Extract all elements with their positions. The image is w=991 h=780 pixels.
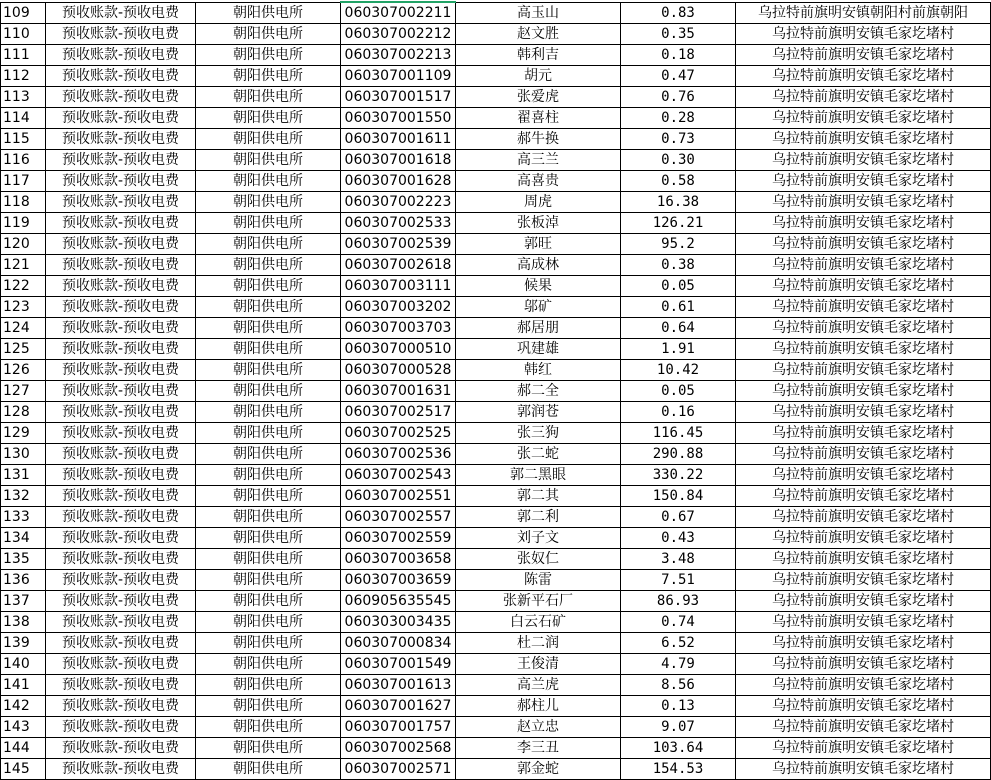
customer-name-cell[interactable]: 郝二全 <box>456 381 621 402</box>
office-cell[interactable]: 朝阳供电所 <box>196 192 341 213</box>
amount-cell[interactable]: 0.74 <box>621 612 736 633</box>
customer-name-cell[interactable]: 巩建雄 <box>456 339 621 360</box>
amount-cell[interactable]: 0.83 <box>621 2 736 24</box>
office-cell[interactable]: 朝阳供电所 <box>196 675 341 696</box>
customer-name-cell[interactable]: 高成林 <box>456 255 621 276</box>
row-index-cell[interactable]: 135 <box>1 549 46 570</box>
address-cell[interactable]: 乌拉特前旗明安镇毛家圪堵村 <box>736 738 991 759</box>
account-number-cell[interactable]: 060307002517 <box>341 402 456 423</box>
customer-name-cell[interactable]: 郝牛换 <box>456 129 621 150</box>
table-row <box>1 402 991 423</box>
row-index-cell[interactable]: 140 <box>1 654 46 675</box>
office-cell[interactable]: 朝阳供电所 <box>196 108 341 129</box>
address-cell[interactable]: 乌拉特前旗明安镇毛家圪堵村 <box>736 192 991 213</box>
account-number-cell[interactable]: 060307001109 <box>341 66 456 87</box>
amount-cell[interactable]: 0.47 <box>621 66 736 87</box>
amount-cell[interactable]: 1.91 <box>621 339 736 360</box>
row-index-cell[interactable]: 125 <box>1 339 46 360</box>
amount-cell[interactable]: 0.18 <box>621 45 736 66</box>
office-cell[interactable]: 朝阳供电所 <box>196 276 341 297</box>
account-number-cell[interactable]: 060307002525 <box>341 423 456 444</box>
account-cell[interactable]: 预收账款-预收电费 <box>46 465 196 486</box>
address-cell[interactable]: 乌拉特前旗明安镇毛家圪堵村 <box>736 24 991 45</box>
office-cell[interactable]: 朝阳供电所 <box>196 465 341 486</box>
account-cell[interactable]: 预收账款-预收电费 <box>46 108 196 129</box>
customer-name-cell[interactable]: 刘子文 <box>456 528 621 549</box>
row-index-cell[interactable]: 137 <box>1 591 46 612</box>
office-cell[interactable]: 朝阳供电所 <box>196 717 341 738</box>
customer-name-cell[interactable]: 郝居朋 <box>456 318 621 339</box>
row-index-cell[interactable]: 130 <box>1 444 46 465</box>
office-cell[interactable]: 朝阳供电所 <box>196 255 341 276</box>
account-number-cell[interactable]: 060307002223 <box>341 192 456 213</box>
account-number-cell[interactable]: 060307003111 <box>341 276 456 297</box>
address-cell[interactable]: 乌拉特前旗明安镇毛家圪堵村 <box>736 129 991 150</box>
account-number-cell[interactable]: 060303003435 <box>341 612 456 633</box>
customer-name-cell[interactable]: 张奴仁 <box>456 549 621 570</box>
customer-name-cell[interactable]: 高兰虎 <box>456 675 621 696</box>
amount-cell[interactable]: 4.79 <box>621 654 736 675</box>
amount-cell[interactable]: 0.67 <box>621 507 736 528</box>
table-row <box>1 549 991 570</box>
customer-name-cell[interactable]: 郭二其 <box>456 486 621 507</box>
office-cell[interactable]: 朝阳供电所 <box>196 738 341 759</box>
customer-name-cell[interactable]: 高喜贵 <box>456 171 621 192</box>
table-row <box>1 717 991 738</box>
account-number-cell[interactable]: 060307002212 <box>341 24 456 45</box>
amount-cell[interactable]: 0.13 <box>621 696 736 717</box>
account-cell[interactable]: 预收账款-预收电费 <box>46 297 196 318</box>
address-cell[interactable]: 乌拉特前旗明安镇毛家圪堵村 <box>736 612 991 633</box>
office-cell[interactable]: 朝阳供电所 <box>196 213 341 234</box>
table-row <box>1 381 991 402</box>
office-cell[interactable]: 朝阳供电所 <box>196 402 341 423</box>
amount-cell[interactable]: 0.38 <box>621 255 736 276</box>
row-index-cell[interactable]: 131 <box>1 465 46 486</box>
row-index-cell[interactable]: 136 <box>1 570 46 591</box>
account-cell[interactable]: 预收账款-预收电费 <box>46 360 196 381</box>
row-index-cell[interactable]: 145 <box>1 759 46 780</box>
address-cell[interactable]: 乌拉特前旗明安镇毛家圪堵村 <box>736 549 991 570</box>
office-cell[interactable]: 朝阳供电所 <box>196 45 341 66</box>
amount-cell[interactable]: 0.16 <box>621 402 736 423</box>
row-index-cell[interactable]: 117 <box>1 171 46 192</box>
customer-name-cell[interactable]: 郝柱儿 <box>456 696 621 717</box>
table-row <box>1 45 991 66</box>
row-index-cell[interactable]: 115 <box>1 129 46 150</box>
amount-cell[interactable]: 0.35 <box>621 24 736 45</box>
amount-cell[interactable]: 9.07 <box>621 717 736 738</box>
office-cell[interactable]: 朝阳供电所 <box>196 591 341 612</box>
table-row <box>1 213 991 234</box>
office-cell[interactable]: 朝阳供电所 <box>196 171 341 192</box>
table-row <box>1 591 991 612</box>
account-number-cell[interactable]: 060307002211 <box>341 2 456 24</box>
row-index-cell[interactable]: 139 <box>1 633 46 654</box>
table-row <box>1 612 991 633</box>
amount-cell[interactable]: 0.05 <box>621 381 736 402</box>
address-cell[interactable]: 乌拉特前旗明安镇毛家圪堵村 <box>736 633 991 654</box>
amount-cell[interactable]: 0.64 <box>621 318 736 339</box>
account-number-cell[interactable]: 060307002533 <box>341 213 456 234</box>
account-cell[interactable]: 预收账款-预收电费 <box>46 507 196 528</box>
customer-name-cell[interactable]: 郭金蛇 <box>456 759 621 780</box>
account-number-cell[interactable]: 060307001550 <box>341 108 456 129</box>
account-number-cell[interactable]: 060307001627 <box>341 696 456 717</box>
table-row <box>1 339 991 360</box>
row-index-cell[interactable]: 119 <box>1 213 46 234</box>
row-index-cell[interactable]: 121 <box>1 255 46 276</box>
account-number-cell[interactable]: 060307001613 <box>341 675 456 696</box>
address-cell[interactable]: 乌拉特前旗明安镇毛家圪堵村 <box>736 108 991 129</box>
account-number-cell[interactable]: 060307003658 <box>341 549 456 570</box>
table-row <box>1 108 991 129</box>
row-index-cell[interactable]: 122 <box>1 276 46 297</box>
table-row <box>1 486 991 507</box>
office-cell[interactable]: 朝阳供电所 <box>196 654 341 675</box>
account-cell[interactable]: 预收账款-预收电费 <box>46 549 196 570</box>
amount-cell[interactable]: 0.61 <box>621 297 736 318</box>
account-number-cell[interactable]: 060307002559 <box>341 528 456 549</box>
account-number-cell[interactable]: 060307002536 <box>341 444 456 465</box>
account-cell[interactable]: 预收账款-预收电费 <box>46 612 196 633</box>
account-cell[interactable]: 预收账款-预收电费 <box>46 633 196 654</box>
customer-name-cell[interactable]: 胡元 <box>456 66 621 87</box>
account-number-cell[interactable]: 060307002571 <box>341 759 456 780</box>
customer-name-cell[interactable]: 郭二黑眼 <box>456 465 621 486</box>
office-cell[interactable]: 朝阳供电所 <box>196 507 341 528</box>
account-cell[interactable]: 预收账款-预收电费 <box>46 255 196 276</box>
row-index-cell[interactable]: 132 <box>1 486 46 507</box>
amount-cell[interactable]: 7.51 <box>621 570 736 591</box>
table-row <box>1 360 991 381</box>
row-index-cell[interactable]: 134 <box>1 528 46 549</box>
address-cell[interactable]: 乌拉特前旗明安镇毛家圪堵村 <box>736 318 991 339</box>
amount-cell[interactable]: 126.21 <box>621 213 736 234</box>
amount-cell[interactable]: 103.64 <box>621 738 736 759</box>
customer-name-cell[interactable]: 郭旺 <box>456 234 621 255</box>
account-number-cell[interactable]: 060307001618 <box>341 150 456 171</box>
amount-cell[interactable]: 0.28 <box>621 108 736 129</box>
account-cell[interactable]: 预收账款-预收电费 <box>46 234 196 255</box>
office-cell[interactable]: 朝阳供电所 <box>196 444 341 465</box>
customer-name-cell[interactable]: 张爱虎 <box>456 87 621 108</box>
address-cell[interactable]: 乌拉特前旗明安镇毛家圪堵村 <box>736 717 991 738</box>
row-index-cell[interactable]: 113 <box>1 87 46 108</box>
table-row <box>1 2 991 24</box>
row-index-cell[interactable]: 118 <box>1 192 46 213</box>
customer-name-cell[interactable]: 周虎 <box>456 192 621 213</box>
address-cell[interactable]: 乌拉特前旗明安镇毛家圪堵村 <box>736 507 991 528</box>
address-cell[interactable]: 乌拉特前旗明安镇毛家圪堵村 <box>736 402 991 423</box>
address-cell[interactable]: 乌拉特前旗明安镇毛家圪堵村 <box>736 528 991 549</box>
amount-cell[interactable]: 0.43 <box>621 528 736 549</box>
table-row <box>1 150 991 171</box>
account-number-cell[interactable]: 060307002618 <box>341 255 456 276</box>
address-cell[interactable]: 乌拉特前旗明安镇毛家圪堵村 <box>736 381 991 402</box>
table-row <box>1 465 991 486</box>
account-cell[interactable]: 预收账款-预收电费 <box>46 2 196 24</box>
table-row <box>1 255 991 276</box>
table-row <box>1 192 991 213</box>
account-number-cell[interactable]: 060905635545 <box>341 591 456 612</box>
table-row <box>1 675 991 696</box>
row-index-cell[interactable]: 109 <box>1 2 46 24</box>
account-cell[interactable]: 预收账款-预收电费 <box>46 423 196 444</box>
amount-cell[interactable]: 116.45 <box>621 423 736 444</box>
customer-name-cell[interactable]: 赵文胜 <box>456 24 621 45</box>
table-row <box>1 654 991 675</box>
account-cell[interactable]: 预收账款-预收电费 <box>46 171 196 192</box>
account-number-cell[interactable]: 060307002557 <box>341 507 456 528</box>
table-row <box>1 423 991 444</box>
address-cell[interactable]: 乌拉特前旗明安镇毛家圪堵村 <box>736 255 991 276</box>
account-cell[interactable]: 预收账款-预收电费 <box>46 318 196 339</box>
office-cell[interactable]: 朝阳供电所 <box>196 696 341 717</box>
account-cell[interactable]: 预收账款-预收电费 <box>46 591 196 612</box>
row-index-cell[interactable]: 111 <box>1 45 46 66</box>
office-cell[interactable]: 朝阳供电所 <box>196 759 341 780</box>
address-cell[interactable]: 乌拉特前旗明安镇毛家圪堵村 <box>736 696 991 717</box>
table-row <box>1 24 991 45</box>
account-cell[interactable]: 预收账款-预收电费 <box>46 528 196 549</box>
address-cell[interactable]: 乌拉特前旗明安镇毛家圪堵村 <box>736 591 991 612</box>
table-row <box>1 444 991 465</box>
account-number-cell[interactable]: 060307001757 <box>341 717 456 738</box>
address-cell[interactable]: 乌拉特前旗明安镇毛家圪堵村 <box>736 339 991 360</box>
account-number-cell[interactable]: 060307002213 <box>341 45 456 66</box>
spreadsheet-body <box>1 2 991 780</box>
office-cell[interactable]: 朝阳供电所 <box>196 549 341 570</box>
account-number-cell[interactable]: 060307000528 <box>341 360 456 381</box>
account-cell[interactable]: 预收账款-预收电费 <box>46 192 196 213</box>
address-cell[interactable]: 乌拉特前旗明安镇毛家圪堵村 <box>736 171 991 192</box>
customer-name-cell[interactable]: 翟喜柱 <box>456 108 621 129</box>
customer-name-cell[interactable]: 赵立忠 <box>456 717 621 738</box>
customer-name-cell[interactable]: 韩红 <box>456 360 621 381</box>
office-cell[interactable]: 朝阳供电所 <box>196 486 341 507</box>
account-cell[interactable]: 预收账款-预收电费 <box>46 24 196 45</box>
account-number-cell[interactable]: 060307002543 <box>341 465 456 486</box>
account-cell[interactable]: 预收账款-预收电费 <box>46 570 196 591</box>
account-number-cell[interactable]: 060307001628 <box>341 171 456 192</box>
amount-cell[interactable]: 154.53 <box>621 759 736 780</box>
amount-cell[interactable]: 6.52 <box>621 633 736 654</box>
address-cell[interactable]: 乌拉特前旗明安镇毛家圪堵村 <box>736 276 991 297</box>
row-index-cell[interactable]: 112 <box>1 66 46 87</box>
amount-cell[interactable]: 290.88 <box>621 444 736 465</box>
address-cell[interactable]: 乌拉特前旗明安镇毛家圪堵村 <box>736 360 991 381</box>
customer-name-cell[interactable]: 张新平石厂 <box>456 591 621 612</box>
customer-name-cell[interactable]: 白云石矿 <box>456 612 621 633</box>
account-cell[interactable]: 预收账款-预收电费 <box>46 45 196 66</box>
row-index-cell[interactable]: 138 <box>1 612 46 633</box>
office-cell[interactable]: 朝阳供电所 <box>196 423 341 444</box>
table-row <box>1 759 991 780</box>
table-row <box>1 507 991 528</box>
row-index-cell[interactable]: 123 <box>1 297 46 318</box>
account-cell[interactable]: 预收账款-预收电费 <box>46 276 196 297</box>
address-cell[interactable]: 乌拉特前旗明安镇毛家圪堵村 <box>736 234 991 255</box>
customer-name-cell[interactable]: 王俊清 <box>456 654 621 675</box>
amount-cell[interactable]: 0.73 <box>621 129 736 150</box>
account-cell[interactable]: 预收账款-预收电费 <box>46 696 196 717</box>
table-row <box>1 738 991 759</box>
account-cell[interactable]: 预收账款-预收电费 <box>46 738 196 759</box>
table-row <box>1 87 991 108</box>
amount-cell[interactable]: 0.30 <box>621 150 736 171</box>
account-number-cell[interactable]: 060307000834 <box>341 633 456 654</box>
account-cell[interactable]: 预收账款-预收电费 <box>46 759 196 780</box>
account-cell[interactable]: 预收账款-预收电费 <box>46 150 196 171</box>
row-index-cell[interactable]: 142 <box>1 696 46 717</box>
amount-cell[interactable]: 0.76 <box>621 87 736 108</box>
account-cell[interactable]: 预收账款-预收电费 <box>46 87 196 108</box>
office-cell[interactable]: 朝阳供电所 <box>196 66 341 87</box>
row-index-cell[interactable]: 114 <box>1 108 46 129</box>
amount-cell[interactable]: 3.48 <box>621 549 736 570</box>
table-row <box>1 66 991 87</box>
office-cell[interactable]: 朝阳供电所 <box>196 633 341 654</box>
amount-cell[interactable]: 10.42 <box>621 360 736 381</box>
address-cell[interactable]: 乌拉特前旗明安镇毛家圪堵村 <box>736 444 991 465</box>
table-row <box>1 633 991 654</box>
row-index-cell[interactable]: 141 <box>1 675 46 696</box>
office-cell[interactable]: 朝阳供电所 <box>196 87 341 108</box>
office-cell[interactable]: 朝阳供电所 <box>196 24 341 45</box>
amount-cell[interactable]: 150.84 <box>621 486 736 507</box>
customer-name-cell[interactable]: 张三狗 <box>456 423 621 444</box>
account-cell[interactable]: 预收账款-预收电费 <box>46 444 196 465</box>
amount-cell[interactable]: 16.38 <box>621 192 736 213</box>
amount-cell[interactable]: 0.05 <box>621 276 736 297</box>
amount-cell[interactable]: 8.56 <box>621 675 736 696</box>
address-cell[interactable]: 乌拉特前旗明安镇毛家圪堵村 <box>736 654 991 675</box>
address-cell[interactable]: 乌拉特前旗明安镇毛家圪堵村 <box>736 423 991 444</box>
office-cell[interactable]: 朝阳供电所 <box>196 528 341 549</box>
account-cell[interactable]: 预收账款-预收电费 <box>46 486 196 507</box>
customer-name-cell[interactable]: 高三兰 <box>456 150 621 171</box>
office-cell[interactable]: 朝阳供电所 <box>196 381 341 402</box>
table-row <box>1 234 991 255</box>
account-number-cell[interactable]: 060307002568 <box>341 738 456 759</box>
office-cell[interactable]: 朝阳供电所 <box>196 612 341 633</box>
account-number-cell[interactable]: 060307001549 <box>341 654 456 675</box>
address-cell[interactable]: 乌拉特前旗明安镇毛家圪堵村 <box>736 45 991 66</box>
row-index-cell[interactable]: 128 <box>1 402 46 423</box>
customer-name-cell[interactable]: 高玉山 <box>456 2 621 24</box>
address-cell[interactable]: 乌拉特前旗明安镇毛家圪堵村 <box>736 150 991 171</box>
office-cell[interactable]: 朝阳供电所 <box>196 150 341 171</box>
account-number-cell[interactable]: 060307001517 <box>341 87 456 108</box>
office-cell[interactable]: 朝阳供电所 <box>196 2 341 24</box>
table-row <box>1 276 991 297</box>
account-cell[interactable]: 预收账款-预收电费 <box>46 717 196 738</box>
account-number-cell[interactable]: 060307000510 <box>341 339 456 360</box>
customer-name-cell[interactable]: 张板淖 <box>456 213 621 234</box>
table-row <box>1 696 991 717</box>
row-index-cell[interactable]: 110 <box>1 24 46 45</box>
account-cell[interactable]: 预收账款-预收电费 <box>46 66 196 87</box>
office-cell[interactable]: 朝阳供电所 <box>196 360 341 381</box>
row-index-cell[interactable]: 144 <box>1 738 46 759</box>
account-number-cell[interactable]: 060307002551 <box>341 486 456 507</box>
spreadsheet-grid <box>0 1 991 780</box>
address-cell[interactable]: 乌拉特前旗明安镇毛家圪堵村 <box>736 759 991 780</box>
account-number-cell[interactable]: 060307002539 <box>341 234 456 255</box>
row-index-cell[interactable]: 143 <box>1 717 46 738</box>
account-number-cell[interactable]: 060307001611 <box>341 129 456 150</box>
customer-name-cell[interactable]: 郭润苍 <box>456 402 621 423</box>
row-index-cell[interactable]: 126 <box>1 360 46 381</box>
amount-cell[interactable]: 86.93 <box>621 591 736 612</box>
row-index-cell[interactable]: 120 <box>1 234 46 255</box>
address-cell[interactable]: 乌拉特前旗明安镇毛家圪堵村 <box>736 486 991 507</box>
office-cell[interactable]: 朝阳供电所 <box>196 339 341 360</box>
customer-name-cell[interactable]: 候果 <box>456 276 621 297</box>
row-index-cell[interactable]: 124 <box>1 318 46 339</box>
table-row <box>1 528 991 549</box>
address-cell[interactable]: 乌拉特前旗明安镇毛家圪堵村 <box>736 87 991 108</box>
customer-name-cell[interactable]: 邬矿 <box>456 297 621 318</box>
address-cell[interactable]: 乌拉特前旗明安镇毛家圪堵村 <box>736 297 991 318</box>
row-index-cell[interactable]: 127 <box>1 381 46 402</box>
account-number-cell[interactable]: 060307001631 <box>341 381 456 402</box>
account-cell[interactable]: 预收账款-预收电费 <box>46 129 196 150</box>
address-cell[interactable]: 乌拉特前旗明安镇朝阳村前旗朝阳 <box>736 2 991 24</box>
customer-name-cell[interactable]: 张二蛇 <box>456 444 621 465</box>
office-cell[interactable]: 朝阳供电所 <box>196 570 341 591</box>
address-cell[interactable]: 乌拉特前旗明安镇毛家圪堵村 <box>736 570 991 591</box>
customer-name-cell[interactable]: 李三丑 <box>456 738 621 759</box>
account-cell[interactable]: 预收账款-预收电费 <box>46 402 196 423</box>
address-cell[interactable]: 乌拉特前旗明安镇毛家圪堵村 <box>736 675 991 696</box>
table-row <box>1 129 991 150</box>
office-cell[interactable]: 朝阳供电所 <box>196 234 341 255</box>
customer-name-cell[interactable]: 陈雷 <box>456 570 621 591</box>
table-row <box>1 297 991 318</box>
account-cell[interactable]: 预收账款-预收电费 <box>46 213 196 234</box>
customer-name-cell[interactable]: 韩利吉 <box>456 45 621 66</box>
amount-cell[interactable]: 330.22 <box>621 465 736 486</box>
account-cell[interactable]: 预收账款-预收电费 <box>46 339 196 360</box>
office-cell[interactable]: 朝阳供电所 <box>196 297 341 318</box>
table-row <box>1 570 991 591</box>
account-cell[interactable]: 预收账款-预收电费 <box>46 381 196 402</box>
account-number-cell[interactable]: 060307003202 <box>341 297 456 318</box>
address-cell[interactable]: 乌拉特前旗明安镇毛家圪堵村 <box>736 213 991 234</box>
office-cell[interactable]: 朝阳供电所 <box>196 318 341 339</box>
customer-name-cell[interactable]: 郭二利 <box>456 507 621 528</box>
table-row <box>1 171 991 192</box>
address-cell[interactable]: 乌拉特前旗明安镇毛家圪堵村 <box>736 66 991 87</box>
account-number-cell[interactable]: 060307003659 <box>341 570 456 591</box>
row-index-cell[interactable]: 116 <box>1 150 46 171</box>
amount-cell[interactable]: 95.2 <box>621 234 736 255</box>
account-cell[interactable]: 预收账款-预收电费 <box>46 675 196 696</box>
address-cell[interactable]: 乌拉特前旗明安镇毛家圪堵村 <box>736 465 991 486</box>
amount-cell[interactable]: 0.58 <box>621 171 736 192</box>
table-row <box>1 318 991 339</box>
customer-name-cell[interactable]: 杜二润 <box>456 633 621 654</box>
office-cell[interactable]: 朝阳供电所 <box>196 129 341 150</box>
account-cell[interactable]: 预收账款-预收电费 <box>46 654 196 675</box>
row-index-cell[interactable]: 129 <box>1 423 46 444</box>
row-index-cell[interactable]: 133 <box>1 507 46 528</box>
account-number-cell[interactable]: 060307003703 <box>341 318 456 339</box>
